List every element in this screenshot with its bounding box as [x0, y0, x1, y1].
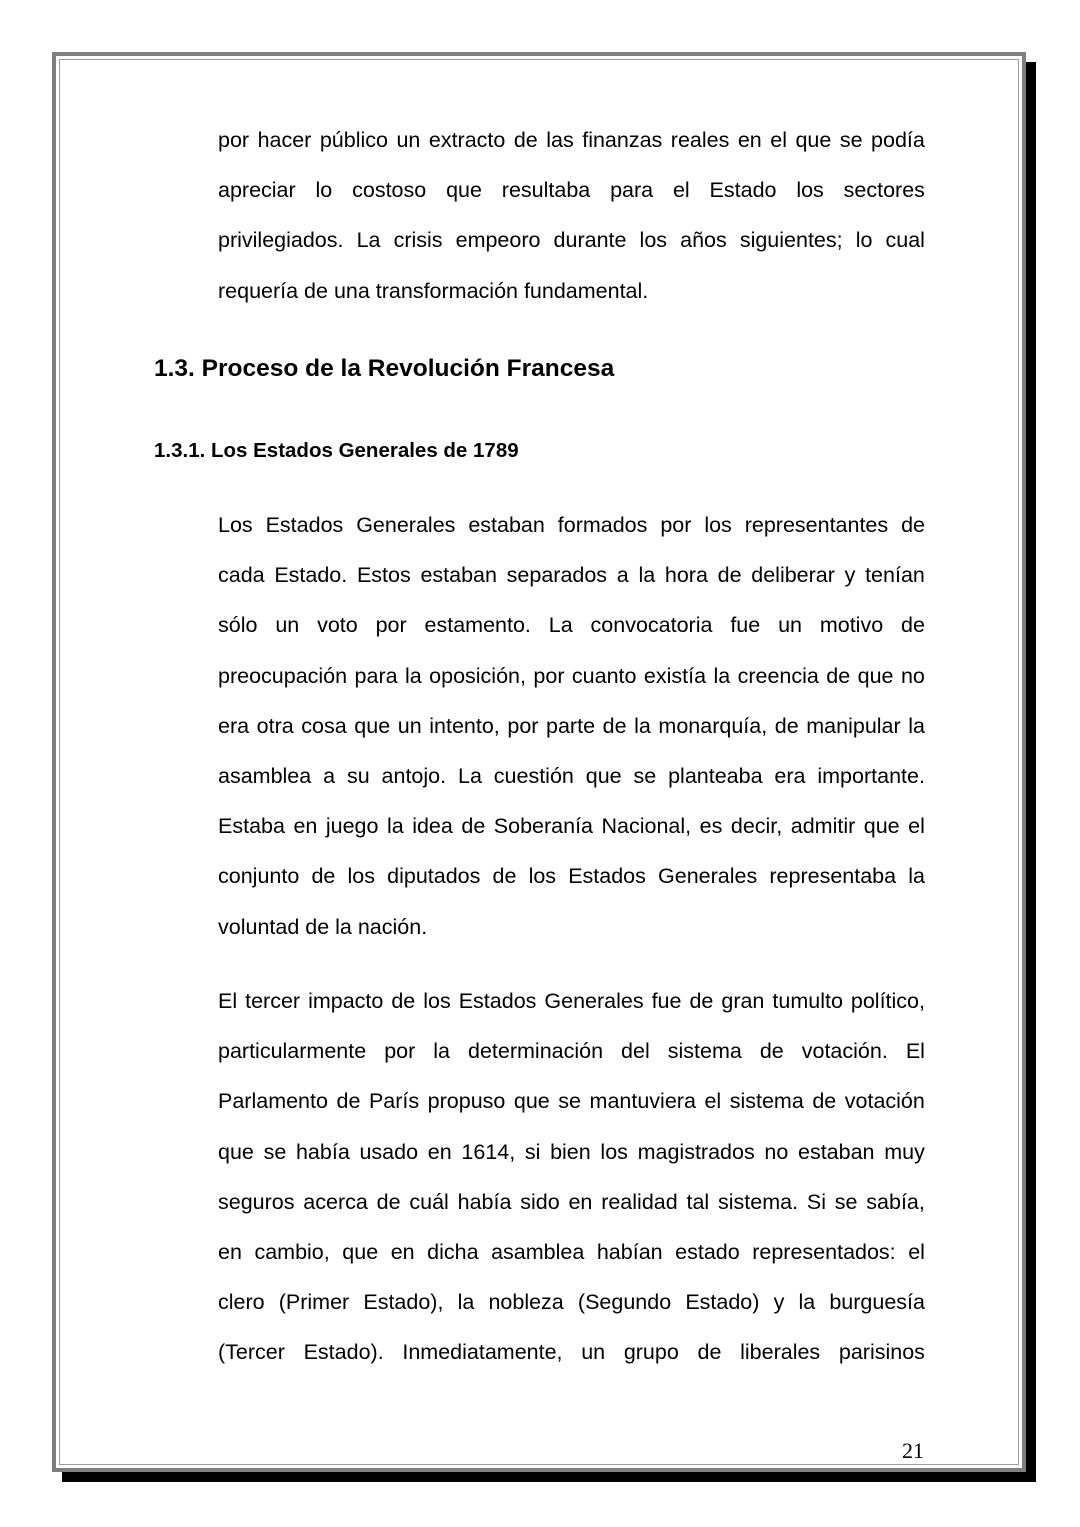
word: la — [634, 713, 651, 738]
word: acerca — [303, 1189, 368, 1214]
word: si — [524, 1139, 541, 1164]
word: representaba — [769, 864, 897, 889]
word: idea — [412, 814, 453, 839]
word: importante. — [817, 763, 925, 788]
word: la — [386, 814, 404, 839]
word: fue — [651, 989, 682, 1013]
word: (Segundo — [577, 1290, 672, 1315]
word: sectores — [843, 178, 925, 203]
paragraph-line — [218, 866, 925, 916]
paragraph-line — [218, 1342, 925, 1392]
paragraph-tercer-impacto — [218, 991, 925, 1393]
intro-paragraph — [218, 130, 925, 331]
word: lo — [315, 178, 333, 203]
word: París — [368, 1089, 420, 1114]
word: se — [839, 128, 863, 152]
word: burguesía — [829, 1290, 925, 1315]
word: determinación — [468, 1039, 604, 1064]
word: Estaba — [218, 814, 285, 839]
paragraph-line — [218, 816, 925, 866]
word: un — [581, 1340, 606, 1365]
word: liberales — [740, 1340, 821, 1365]
word: separados — [506, 563, 608, 588]
word: (Tercer — [218, 1340, 285, 1365]
word: cual — [885, 228, 925, 253]
word: magistrados — [637, 1139, 755, 1164]
word: de — [461, 814, 486, 839]
intro-line: requería de una transformación fundamental. — [218, 278, 649, 303]
word: creencia — [737, 663, 819, 688]
word: que — [513, 1089, 550, 1114]
word: sistema — [667, 1039, 742, 1064]
word: a — [323, 763, 336, 788]
word: de — [513, 128, 538, 152]
word: de — [689, 989, 714, 1013]
word: un — [396, 128, 421, 152]
word: podía — [871, 128, 925, 152]
word: de — [901, 613, 925, 638]
word: La — [356, 228, 381, 253]
word: otra — [256, 713, 294, 738]
word: que — [863, 814, 900, 839]
word: y — [773, 1290, 785, 1315]
word: Soberanía — [493, 814, 593, 839]
word: costoso — [352, 178, 427, 203]
word: y — [844, 563, 856, 588]
word: decir, — [730, 814, 783, 839]
word: en — [293, 814, 318, 839]
word: la — [405, 663, 422, 688]
word: la — [798, 1290, 816, 1315]
word: parte — [546, 713, 596, 738]
word: de — [376, 1189, 401, 1214]
word: Generales — [544, 989, 644, 1013]
word: los — [639, 228, 668, 253]
word: cada — [218, 563, 265, 588]
word: tercer — [245, 989, 301, 1013]
word: un — [397, 713, 422, 738]
word: Estados — [568, 864, 646, 889]
word: extracto — [428, 128, 506, 152]
paragraph-line — [218, 1041, 925, 1091]
word: que — [857, 663, 894, 688]
intro-line — [218, 230, 925, 280]
word: manipular — [806, 713, 901, 738]
word: Estados — [458, 989, 537, 1013]
word: particularmente — [218, 1039, 367, 1064]
word: los — [347, 864, 375, 889]
word: preocupación — [218, 663, 348, 688]
paragraph-line — [218, 1139, 925, 1192]
word: que — [354, 713, 391, 738]
word: había — [457, 1189, 512, 1214]
word: no — [764, 1139, 789, 1164]
word: oposición, — [429, 663, 526, 688]
word: (Primer — [278, 1290, 350, 1315]
word: había — [295, 1139, 350, 1164]
word: gran — [721, 989, 765, 1013]
word: las — [546, 128, 574, 152]
word: tal — [686, 1189, 710, 1214]
word: para — [610, 178, 654, 203]
word: en — [568, 1189, 593, 1214]
intro-line — [218, 130, 925, 180]
word: que — [342, 1239, 379, 1264]
word: apreciar — [218, 178, 296, 203]
word: de — [826, 663, 851, 688]
paragraph-line — [218, 1091, 925, 1141]
word: cambio, — [254, 1239, 330, 1264]
word: reales — [670, 128, 730, 152]
word: el — [704, 1089, 722, 1114]
word: político, — [850, 989, 925, 1013]
word: resultaba — [501, 178, 591, 203]
word: Parlamento — [218, 1089, 328, 1114]
word: finanzas — [582, 128, 663, 152]
word: que — [218, 1139, 254, 1164]
word: por — [507, 713, 539, 738]
word: el — [672, 178, 690, 203]
word: un — [275, 613, 300, 638]
word: El — [905, 1039, 925, 1064]
word: la — [433, 1039, 450, 1064]
word: de — [311, 864, 336, 889]
word: siguientes; — [739, 228, 843, 253]
word: el — [908, 814, 925, 839]
word: grupo — [623, 1340, 679, 1365]
word: no — [900, 663, 925, 688]
word: usado — [359, 1139, 419, 1164]
word: de — [901, 513, 925, 537]
word: convocatoria — [590, 613, 713, 638]
word: habían — [596, 1239, 663, 1264]
word: La — [457, 763, 482, 788]
word: un — [778, 613, 802, 638]
word: de — [391, 989, 416, 1013]
word: por — [218, 128, 250, 152]
paragraph-line — [218, 1189, 925, 1242]
word: público — [319, 128, 388, 152]
word: lo — [855, 228, 873, 253]
word: la — [713, 663, 731, 688]
word: los — [796, 178, 824, 203]
paragraph-line — [218, 615, 925, 665]
paragraph-line — [218, 763, 925, 816]
word: los — [600, 1139, 628, 1164]
word: Nacional, — [601, 814, 692, 839]
word: formados — [557, 513, 648, 537]
word: Estos — [356, 563, 411, 588]
word: que — [446, 178, 482, 203]
word: fue — [730, 613, 761, 638]
word: planteaba — [668, 763, 763, 788]
word: Estado), — [363, 1290, 444, 1315]
word: en — [218, 1239, 242, 1264]
paragraph-estados-generales — [218, 515, 925, 967]
word: representantes — [744, 513, 889, 537]
word: tenían — [865, 563, 925, 588]
word: de — [602, 713, 627, 738]
word: antojo. — [381, 763, 447, 788]
word: Estado. — [274, 563, 348, 588]
word: sistema — [729, 1089, 804, 1114]
word: en — [737, 128, 762, 152]
word: era — [218, 713, 250, 738]
word: estado — [675, 1239, 740, 1264]
word: existía — [643, 663, 707, 688]
word: hora — [664, 563, 708, 588]
word: cosa — [301, 713, 347, 738]
word: de — [492, 864, 517, 889]
word: el — [770, 128, 787, 152]
word: empeoro — [455, 228, 541, 253]
word: La — [548, 613, 573, 638]
word: de — [759, 1039, 784, 1064]
word: muy — [884, 1139, 925, 1164]
word: votación. — [801, 1039, 888, 1064]
paragraph-line — [218, 515, 925, 565]
word: nobleza — [488, 1290, 564, 1315]
word: deliberar — [751, 563, 835, 588]
word: años — [680, 228, 727, 253]
word: diputados — [387, 864, 481, 889]
word: Generales — [658, 864, 758, 889]
paragraph-line — [218, 713, 925, 766]
word: su — [346, 763, 370, 788]
word: tumulto — [772, 989, 843, 1013]
word: Estados — [265, 513, 344, 537]
word: por — [384, 1039, 416, 1064]
word: seguros — [218, 1189, 295, 1214]
word: clero — [218, 1290, 265, 1315]
word: es — [699, 814, 723, 839]
word: era — [774, 763, 806, 788]
word: Estado — [709, 178, 777, 203]
word: propuso — [427, 1089, 506, 1114]
word: Generales — [356, 513, 456, 537]
word: cuál — [409, 1189, 449, 1214]
word: monarquía, — [658, 713, 768, 738]
word: el — [908, 1239, 925, 1264]
word: la — [908, 864, 925, 889]
word: dicha — [427, 1239, 479, 1264]
word: motivo — [819, 613, 884, 638]
word: Los — [218, 513, 253, 537]
word: bien — [550, 1139, 591, 1164]
paragraph-line — [218, 1239, 925, 1292]
word: sólo — [218, 613, 258, 638]
word: crisis — [393, 228, 443, 253]
word: hacer — [257, 128, 312, 152]
word: sido — [520, 1189, 560, 1214]
word: asamblea — [218, 763, 312, 788]
word: en — [427, 1139, 452, 1164]
subsection-heading: 1.3.1. Los Estados Generales de 1789 — [154, 439, 519, 462]
word: se — [633, 763, 657, 788]
word: de — [336, 1089, 361, 1114]
word: la — [457, 1290, 475, 1315]
word: asamblea — [491, 1239, 585, 1264]
word: de — [774, 713, 799, 738]
word: estaban — [468, 513, 545, 537]
word: de — [812, 1089, 837, 1114]
word: que — [585, 763, 622, 788]
word: por — [660, 513, 692, 537]
word: votación — [844, 1089, 925, 1114]
word: que — [795, 128, 832, 152]
word: los — [528, 864, 557, 889]
word: Estado). — [303, 1340, 384, 1365]
word: Estado) — [685, 1290, 760, 1315]
section-heading: 1.3. Proceso de la Revolución Francesa — [154, 355, 615, 382]
word: por — [375, 613, 407, 638]
word: impacto — [308, 989, 384, 1013]
word: durante — [553, 228, 627, 253]
word: intento, — [429, 713, 500, 738]
word: los — [423, 989, 451, 1013]
word: conjunto — [218, 864, 300, 889]
paragraph-line — [218, 1292, 925, 1342]
page-number: 21 — [902, 1438, 924, 1463]
intro-line — [218, 180, 925, 230]
word: cuestión — [493, 763, 574, 788]
word: estaban — [420, 563, 497, 588]
paragraph-line — [218, 565, 925, 615]
word: se — [558, 1089, 582, 1114]
word: admitir — [790, 814, 856, 839]
word: del — [621, 1039, 650, 1064]
word: estamento. — [424, 613, 531, 638]
word: de — [697, 1340, 722, 1365]
paragraph-line — [218, 663, 925, 716]
word: sistema. — [718, 1189, 799, 1214]
word: Inmediatamente, — [402, 1340, 563, 1365]
word: se — [834, 1189, 858, 1214]
word: Si — [806, 1189, 826, 1214]
word: parisinos — [838, 1340, 925, 1365]
word: realidad — [601, 1189, 678, 1214]
word: juego — [325, 814, 379, 839]
word: representados: — [752, 1239, 896, 1264]
word: a — [616, 563, 629, 588]
word: mantuviera — [589, 1089, 696, 1114]
paragraph-line — [218, 991, 925, 1041]
word: la — [908, 713, 925, 738]
word: los — [704, 513, 732, 537]
word: El — [218, 989, 238, 1013]
word: la — [638, 563, 656, 588]
word: de — [717, 563, 742, 588]
word: sabía, — [866, 1189, 925, 1214]
word: cuanto — [571, 663, 637, 688]
word: por — [533, 663, 565, 688]
word: 1614, — [461, 1139, 516, 1164]
word: se — [263, 1139, 287, 1164]
word: privilegiados. — [218, 228, 344, 253]
word: en — [390, 1239, 415, 1264]
paragraph-line: voluntad de la nación. — [218, 914, 428, 939]
word: estaban — [798, 1139, 875, 1164]
word: para — [354, 663, 398, 688]
word: voto — [317, 613, 358, 638]
